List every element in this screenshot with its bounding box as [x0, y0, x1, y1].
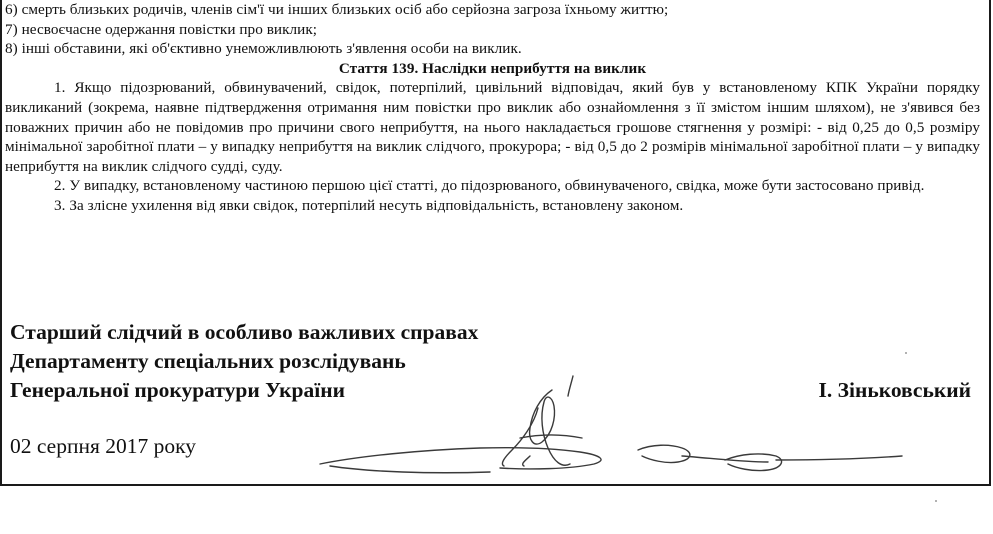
position-line: Генеральної прокуратури України — [10, 378, 346, 402]
signer-name: І. Зіньковський — [818, 378, 971, 402]
article-title: Стаття 139. Наслідки неприбуття на виклик — [338, 59, 647, 77]
list-item: 6) смерть близьких родичів, членів сім'ї чи інших близьких осіб або серйозна загроза їхньому життю; — [5, 1, 669, 18]
list-item: 8) інші обставини, які об'єктивно унеможливлюють з'явлення особи на виклик. — [5, 40, 522, 58]
document-date: 02 серпня 2017 року — [10, 434, 197, 458]
handwritten-signature — [290, 368, 910, 488]
position-line: Старший слідчий в особливо важливих справах — [10, 320, 479, 344]
paragraph-1: 1. Якщо підозрюваний, обвинувачений, свідок, потерпілий, цивільний відповідач, який був у встановленому КПК України порядку викликаний (зокрема, наявне підтвердження отримання ним повістки про виклик або ознайомлення з її змістом іншим шляхом), не з'явився без поважних причин або не повідомив про причини свого неприбуття, на нього накладається грошове стягнення у розмірі: - від 0,25 до 0,5 розміру мінімальної заробітної плати – у випадку неприбуття на виклик слідчого, прокурора; - від 0,5 до 2 розмірів мінімальної заробітної плати – у випадку неприбуття на виклик слідчого судді, суду. — [5, 79, 980, 175]
scan-speck — [935, 500, 937, 502]
paragraph-2: 2. У випадку, встановленому частиною першою цієї статті, до підозрюваного, обвинуваченого, свідка, може бути застосовано привід. — [54, 177, 925, 195]
paragraph-3: 3. За злісне ухилення від явки свідок, потерпілий несуть відповідальність, встановлену законом. — [54, 196, 684, 214]
list-item: 7) несвоєчасне одержання повістки про виклик; — [5, 20, 318, 38]
scan-speck — [905, 352, 907, 354]
document-body — [5, 0, 980, 216]
position-line: Департаменту спеціальних розслідувань — [10, 349, 406, 373]
